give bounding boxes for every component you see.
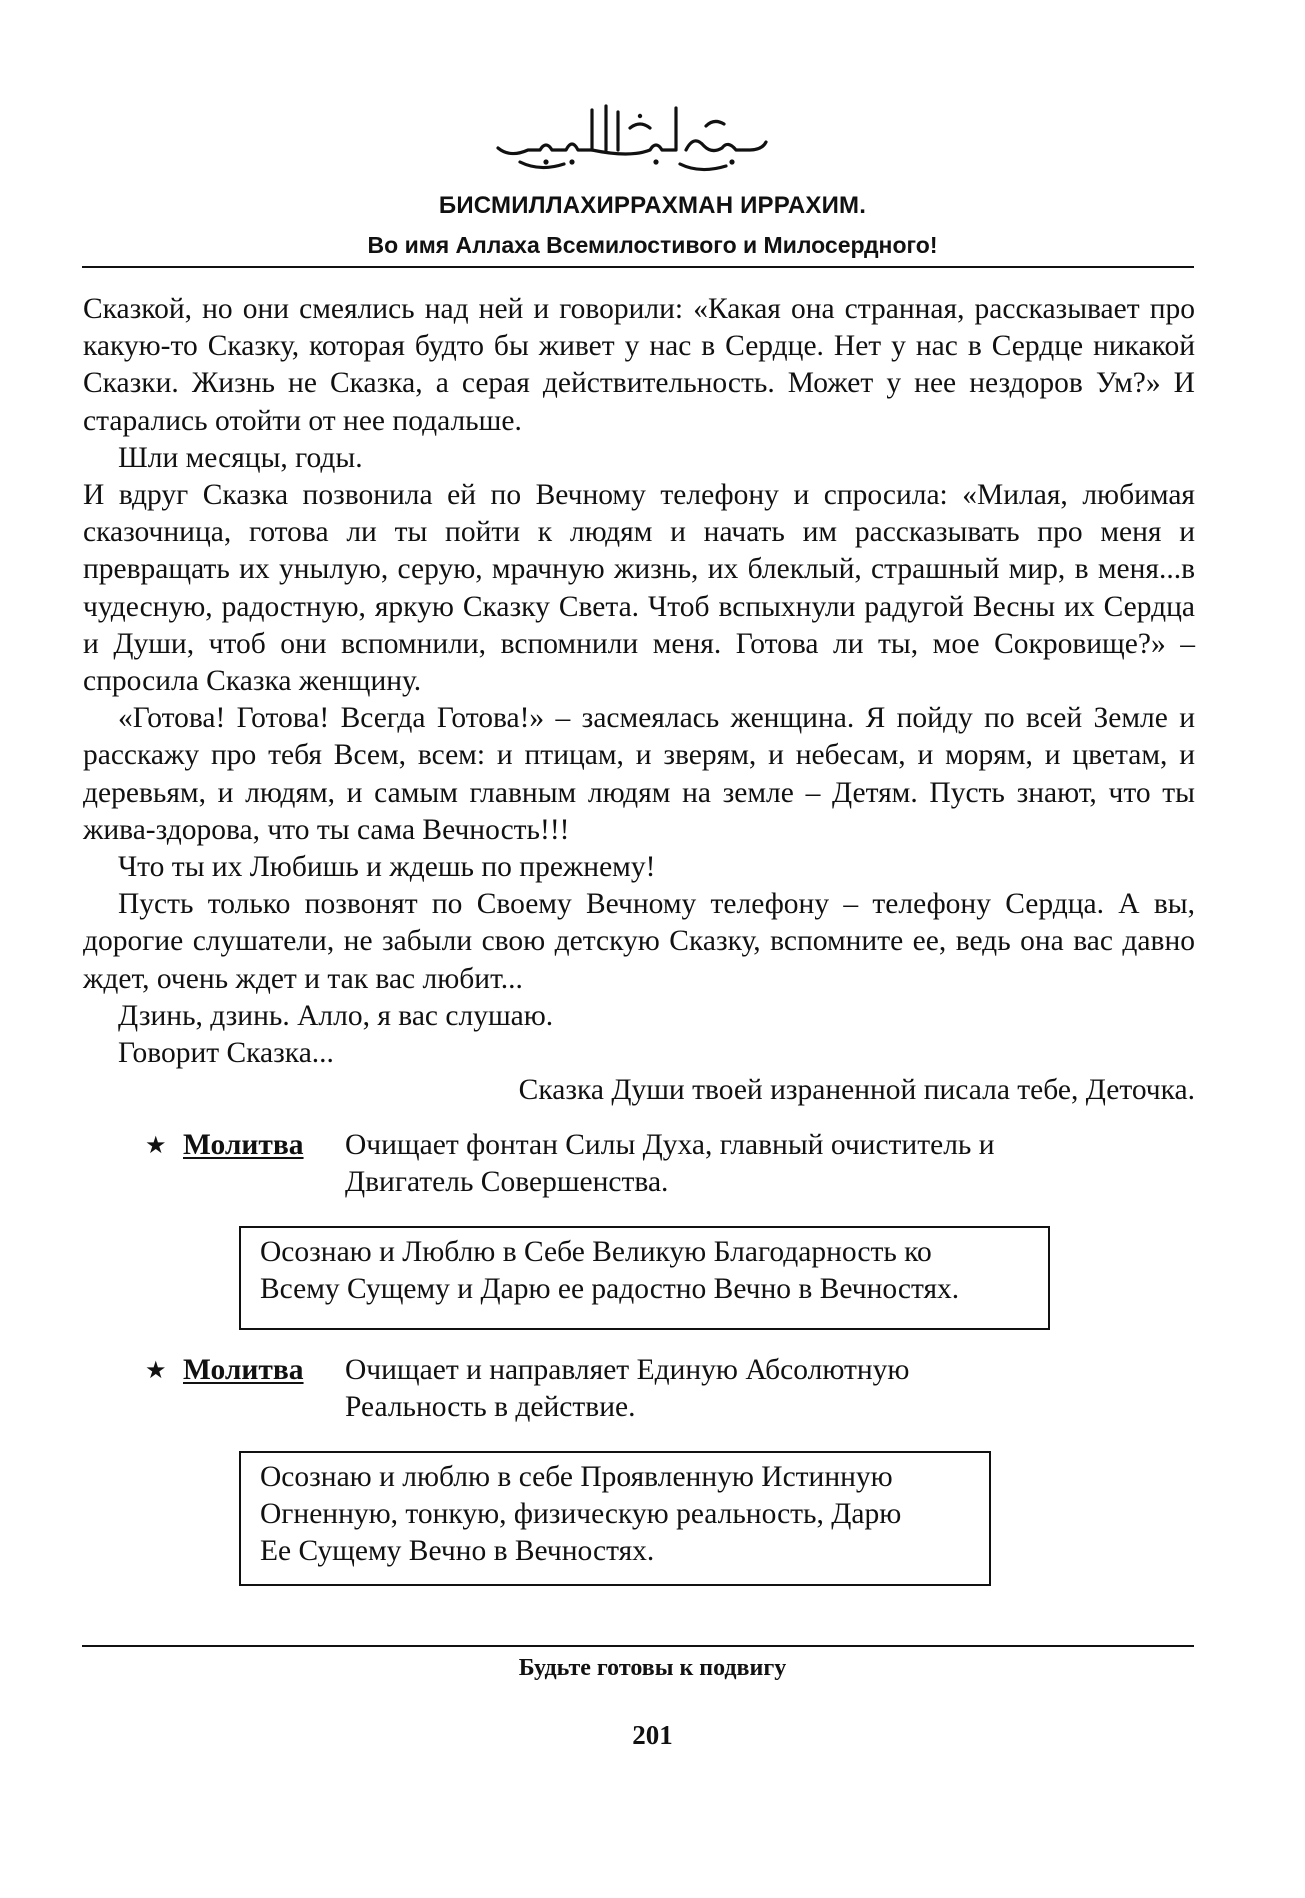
affirmation-line: Ее Сущему Вечно в Вечностях.: [260, 1535, 655, 1567]
header-title: БИСМИЛЛАХИРРАХМАН ИРРАХИМ.: [438, 192, 867, 219]
affirmation-line: Огненную, тонкую, физическую реальность, Дарю: [260, 1498, 902, 1530]
prayer-description-line: Реальность в действие.: [345, 1391, 636, 1423]
prayer-description: [345, 1352, 1045, 1426]
footer-title: Будьте готовы к подвигу: [518, 1655, 787, 1681]
prayer-label: Молитва: [183, 1129, 304, 1161]
footer-rule: [82, 1645, 1194, 1647]
prayer-label: Молитва: [183, 1354, 304, 1386]
affirmation-line: Всему Сущему и Дарю ее радостно Вечно в Вечностях.: [260, 1273, 960, 1305]
affirmation-box: [239, 1226, 1050, 1330]
body-text: [83, 291, 1195, 1109]
affirmation-box: [239, 1451, 991, 1586]
paragraph: Пусть только позвонят по Своему Вечному телефону – телефону Сердца. А вы, дорогие слушатели, не забыли свою детскую Сказку, вспомните ее, ведь она вас давно ждет, очень ждет и так вас любит...: [83, 888, 1195, 995]
prayer-description-line: Очищает и направляет Единую Абсолютную: [345, 1354, 910, 1386]
prayer-description-line: Двигатель Совершенства.: [345, 1166, 669, 1198]
signature: Сказка Души твоей израненной писала тебе, Деточка.: [518, 1074, 1195, 1107]
paragraph: Сказкой, но они смеялись над ней и говорили: «Какая она странная, рассказывает про какую-то Сказку, которая будто бы живет у нас в Сердце. Нет у нас в Сердце никакой Сказки. Жизнь не Сказка, а серая действительность. Может у нее нездоров Ум?» И старались отойти от нее подальше.: [83, 293, 1195, 437]
prayer-description-line: Очищает фонтан Силы Духа, главный очиститель и: [345, 1129, 995, 1161]
header-subtitle: Во имя Аллаха Всемилостивого и Милосердного!: [367, 232, 938, 258]
paragraph: Что ты их Любишь и ждешь по прежнему!: [118, 851, 656, 884]
star-icon: ★: [145, 1356, 167, 1384]
paragraph: Дзинь, дзинь. Алло, я вас слушаю.: [118, 999, 554, 1032]
paragraph: «Готова! Готова! Всегда Готова!» – засмеялась женщина. Я пойду по всей Земле и расскажу про тебя Всем, всем: и птицам, и зверям, и небесам, и морям, и цветам, и деревьям, и людям, и самым главным людям на земле – Детям. Пусть знают, что ты жива-здорова, что ты сама Вечность!!!: [83, 702, 1195, 846]
prayer-description: [345, 1127, 1045, 1201]
paragraph: И вдруг Сказка позвонила ей по Вечному телефону и спросила: «Милая, любимая сказочница, готова ли ты пойти к людям и начать им рассказывать про меня и превращать их унылую, серую, мрачную жизнь, их блеклый, страшный мир, в меня...в чудесную, радостную, яркую Сказку Света. Чтоб вспыхнули радугой Весны их Сердца и Души, чтоб они вспомнили, вспомнили меня. Готова ли ты, мое Сокровище?» – спросила Сказка женщину.: [83, 479, 1195, 698]
paragraph: Говорит Сказка...: [118, 1037, 334, 1070]
affirmation-line: Осознаю и Люблю в Себе Великую Благодарность ко: [260, 1236, 932, 1268]
paragraph: Шли месяцы, годы.: [118, 441, 363, 474]
affirmation-line: Осознаю и люблю в себе Проявленную Истинную: [260, 1461, 893, 1493]
header-rule: [82, 266, 1194, 268]
page-number: 201: [632, 1720, 673, 1750]
star-icon: ★: [145, 1131, 167, 1159]
bismillah-calligraphy: [480, 88, 780, 178]
